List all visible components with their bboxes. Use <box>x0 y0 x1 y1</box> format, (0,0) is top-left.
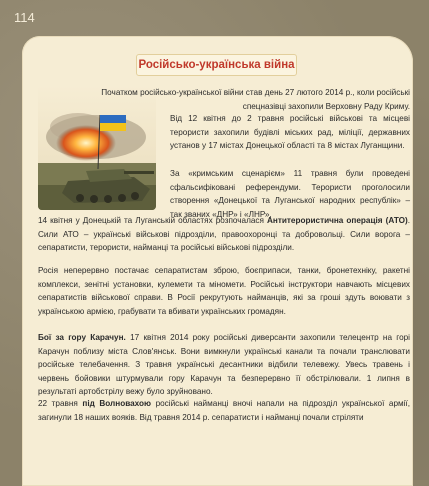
volnovakha-term: під Волновахою <box>82 399 152 408</box>
ato-rest: . Сили АТО – українські військові підрозділи, правоохоронці та добровольці. Сили ворога – сепаратисти, терористи, найманці та російські військові підрозділи. <box>38 216 410 252</box>
karachun-paragraph <box>38 331 410 399</box>
ato-paragraph <box>38 214 410 255</box>
volnovakha-text: російські найманці вночі напали на підрозділ української армії, загинули 18 наших вояків. Від травня 2014 р. сепаратисти і найманці почали стріляти <box>38 399 410 422</box>
russian-support-paragraph: Росія неперервно постачає сепаратистам зброю, боєприпаси, танки, бронетехніку, ракетні комплекси, зенітні установки, кулемети та міномети. Російські інструктори навчають місцевих сепаратистів військової справи. В Росії рекрутують найманців, які за гроші здуть воювати з українською армією, грабувати та вбивати українських громадян. <box>38 266 410 316</box>
volnovakha-lead: 22 травня <box>38 399 83 408</box>
intro-paragraph: Початком російсько-української війни став день 27 лютого 2014 р., коли російські спецназівці захопили Верховну Раду Криму. <box>101 88 410 111</box>
karachun-heading: Бої за гору Карачун. <box>38 333 126 342</box>
seizure-paragraph: Від 12 квітня до 2 травня російські військові та місцеві терористи захопили будівлі міських рад, міліції, державних установ у 17 містах Донецької області та 8 містах Луганщини. <box>170 114 410 150</box>
section-title: Російсько-українська війна <box>136 54 297 76</box>
page-number: 114 <box>14 10 35 25</box>
volnovakha-paragraph <box>38 397 410 424</box>
ato-term: Антитерористична операція (АТО) <box>267 216 408 225</box>
ato-lead: 14 квітня у Донецькій та Луганській областях розпочалася <box>38 216 268 225</box>
referendum-paragraph: За «кримським сценарієм» 11 травня були проведені сфальсифіковані референдуми. Терористи проголосили створення «Донецької та Луганської народних республік» – так званих «ДНР» і «ЛНР». <box>170 169 410 219</box>
karachun-text: 17 квітня 2014 року російські диверсанти захопили телецентр на горі Карачун поблизу міста Слов'янськ. Вони вимкнули українські канали та почали транслювати російське телебачення. З травня українські десантники відбили телевежу. Увесь травень і червень бойовики штурмували гору Карачун та безперервно її обстрілювали. 1 липня в результаті артобстрілу вежу було зруйновано. <box>38 333 410 396</box>
